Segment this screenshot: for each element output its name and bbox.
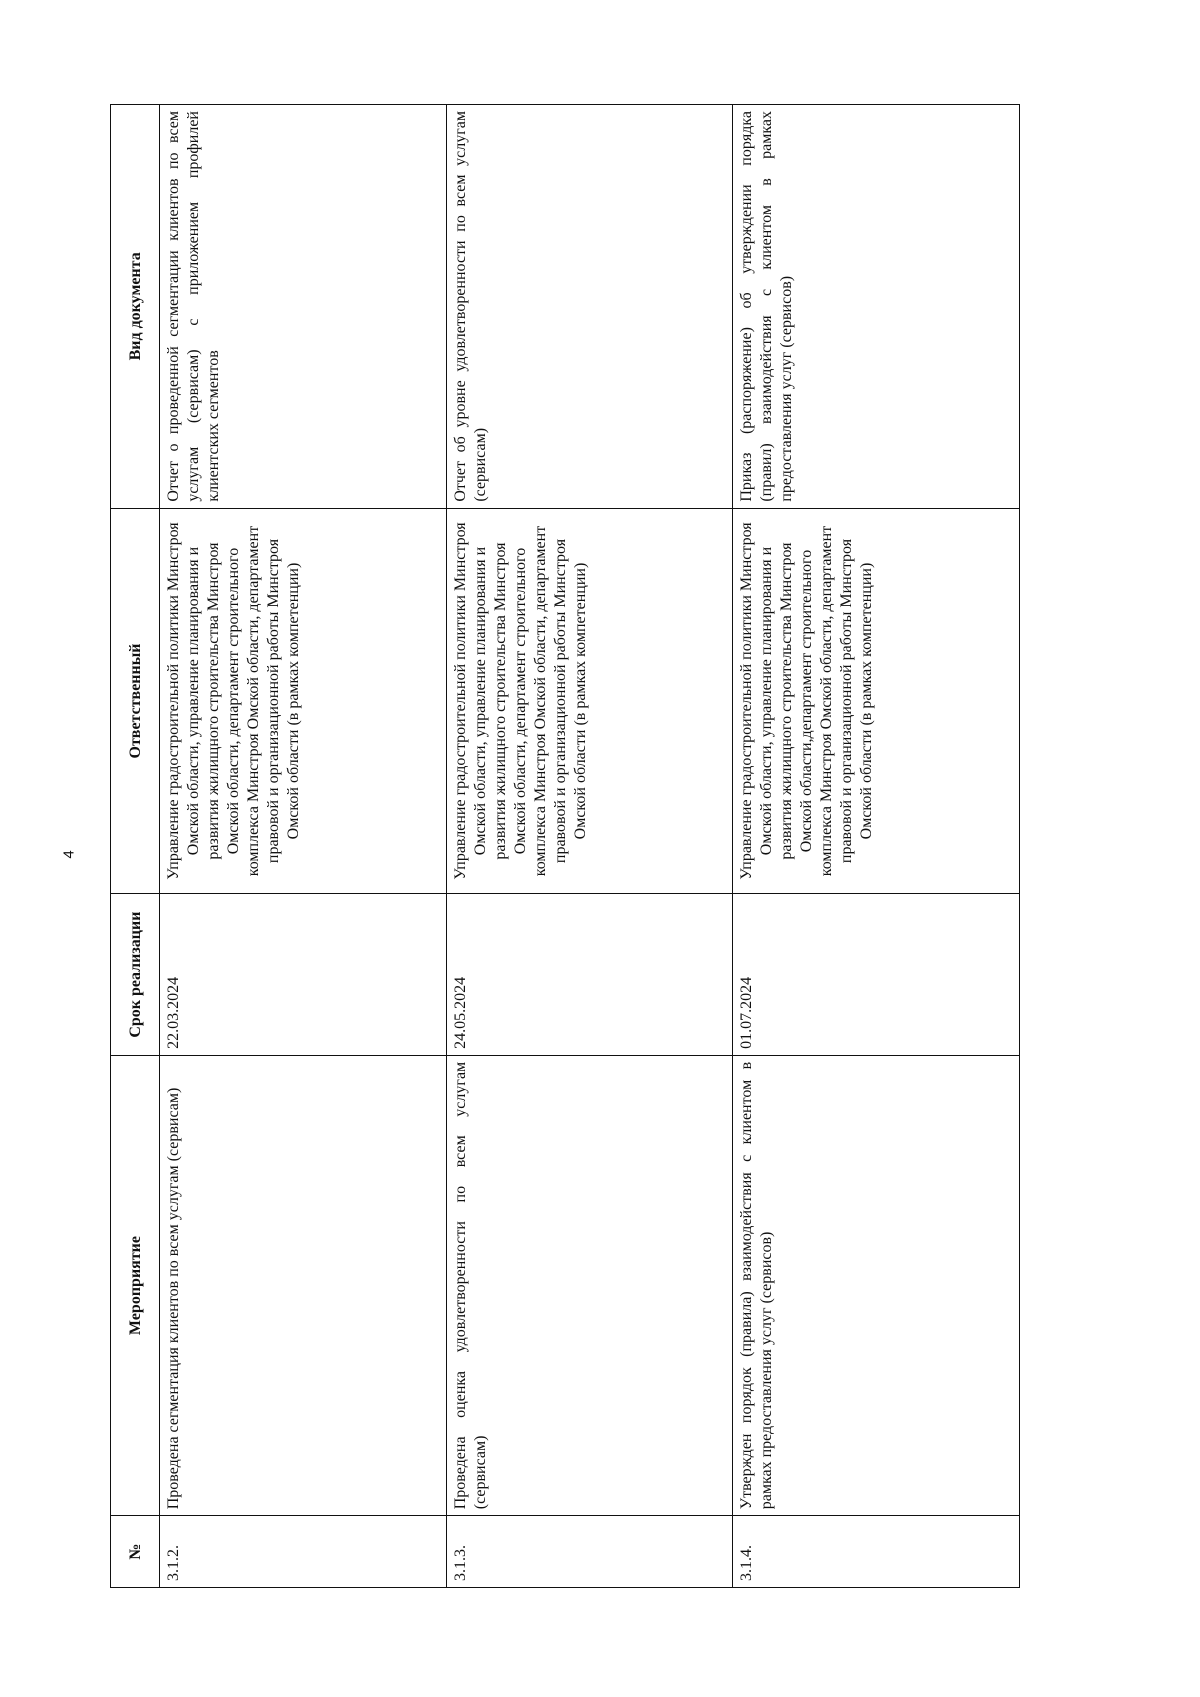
row-term: 24.05.2024 xyxy=(446,894,733,1055)
rotated-table-container xyxy=(110,104,1020,1588)
row-term: 01.07.2024 xyxy=(733,894,1020,1055)
row-document: Отчет об уровне удовлетворенности по всем услугам (сервисам) xyxy=(446,105,733,509)
row-document: Отчет о проведенной сегментации клиентов по всем услугам (сервисам) с приложением профилей клиентских сегментов xyxy=(160,105,447,509)
table-row xyxy=(446,105,733,1588)
table-header-row xyxy=(111,105,160,1588)
header-term: Срок реализации xyxy=(111,894,160,1055)
row-document: Приказ (распоряжение) об утверждении порядка (правил) взаимодействия с клиентом в рамках предоставления услуг (сервисов) xyxy=(733,105,1020,509)
row-number: 3.1.4. xyxy=(733,1516,1020,1588)
row-responsible: Управление градостроительной политики Минстроя Омской области, управление планирования и развития жилищного строительства Минстроя Омской области, департамент строительного комплекса Минстроя Омской области, департамент правовой и организационной работы Минстроя Омской области (в рамках компетенции) xyxy=(446,508,733,894)
header-document: Вид документа xyxy=(111,105,160,509)
header-responsible: Ответственный xyxy=(111,508,160,894)
measures-table xyxy=(110,104,1020,1588)
table-row xyxy=(733,105,1020,1588)
row-number: 3.1.3. xyxy=(446,1516,733,1588)
row-event: Проведена оценка удовлетворенности по всем услугам (сервисам) xyxy=(446,1055,733,1515)
page-number: 4 xyxy=(60,850,78,859)
row-term: 22.03.2024 xyxy=(160,894,447,1055)
row-number: 3.1.2. xyxy=(160,1516,447,1588)
table-row xyxy=(160,105,447,1588)
header-event: Мероприятие xyxy=(111,1055,160,1515)
row-responsible: Управление градостроительной политики Минстроя Омской области, управление планирования и развития жилищного строительства Минстроя Омской области,департамент строительного комплекса Минстроя Омской области, департамент правовой и организационной работы Минстроя Омской области (в рамках компетенции) xyxy=(733,508,1020,894)
row-responsible: Управление градостроительной политики Минстроя Омской области, управление планирования и развития жилищного строительства Минстроя Омской области, департамент строительного комплекса Минстроя Омской области, департамент правовой и организационной работы Минстроя Омской области (в рамках компетенции) xyxy=(160,508,447,894)
row-event: Утвержден порядок (правила) взаимодействия с клиентом в рамках предоставления услуг (сервисов) xyxy=(733,1055,1020,1515)
header-number: № xyxy=(111,1516,160,1588)
row-event: Проведена сегментация клиентов по всем услугам (сервисам) xyxy=(160,1055,447,1515)
